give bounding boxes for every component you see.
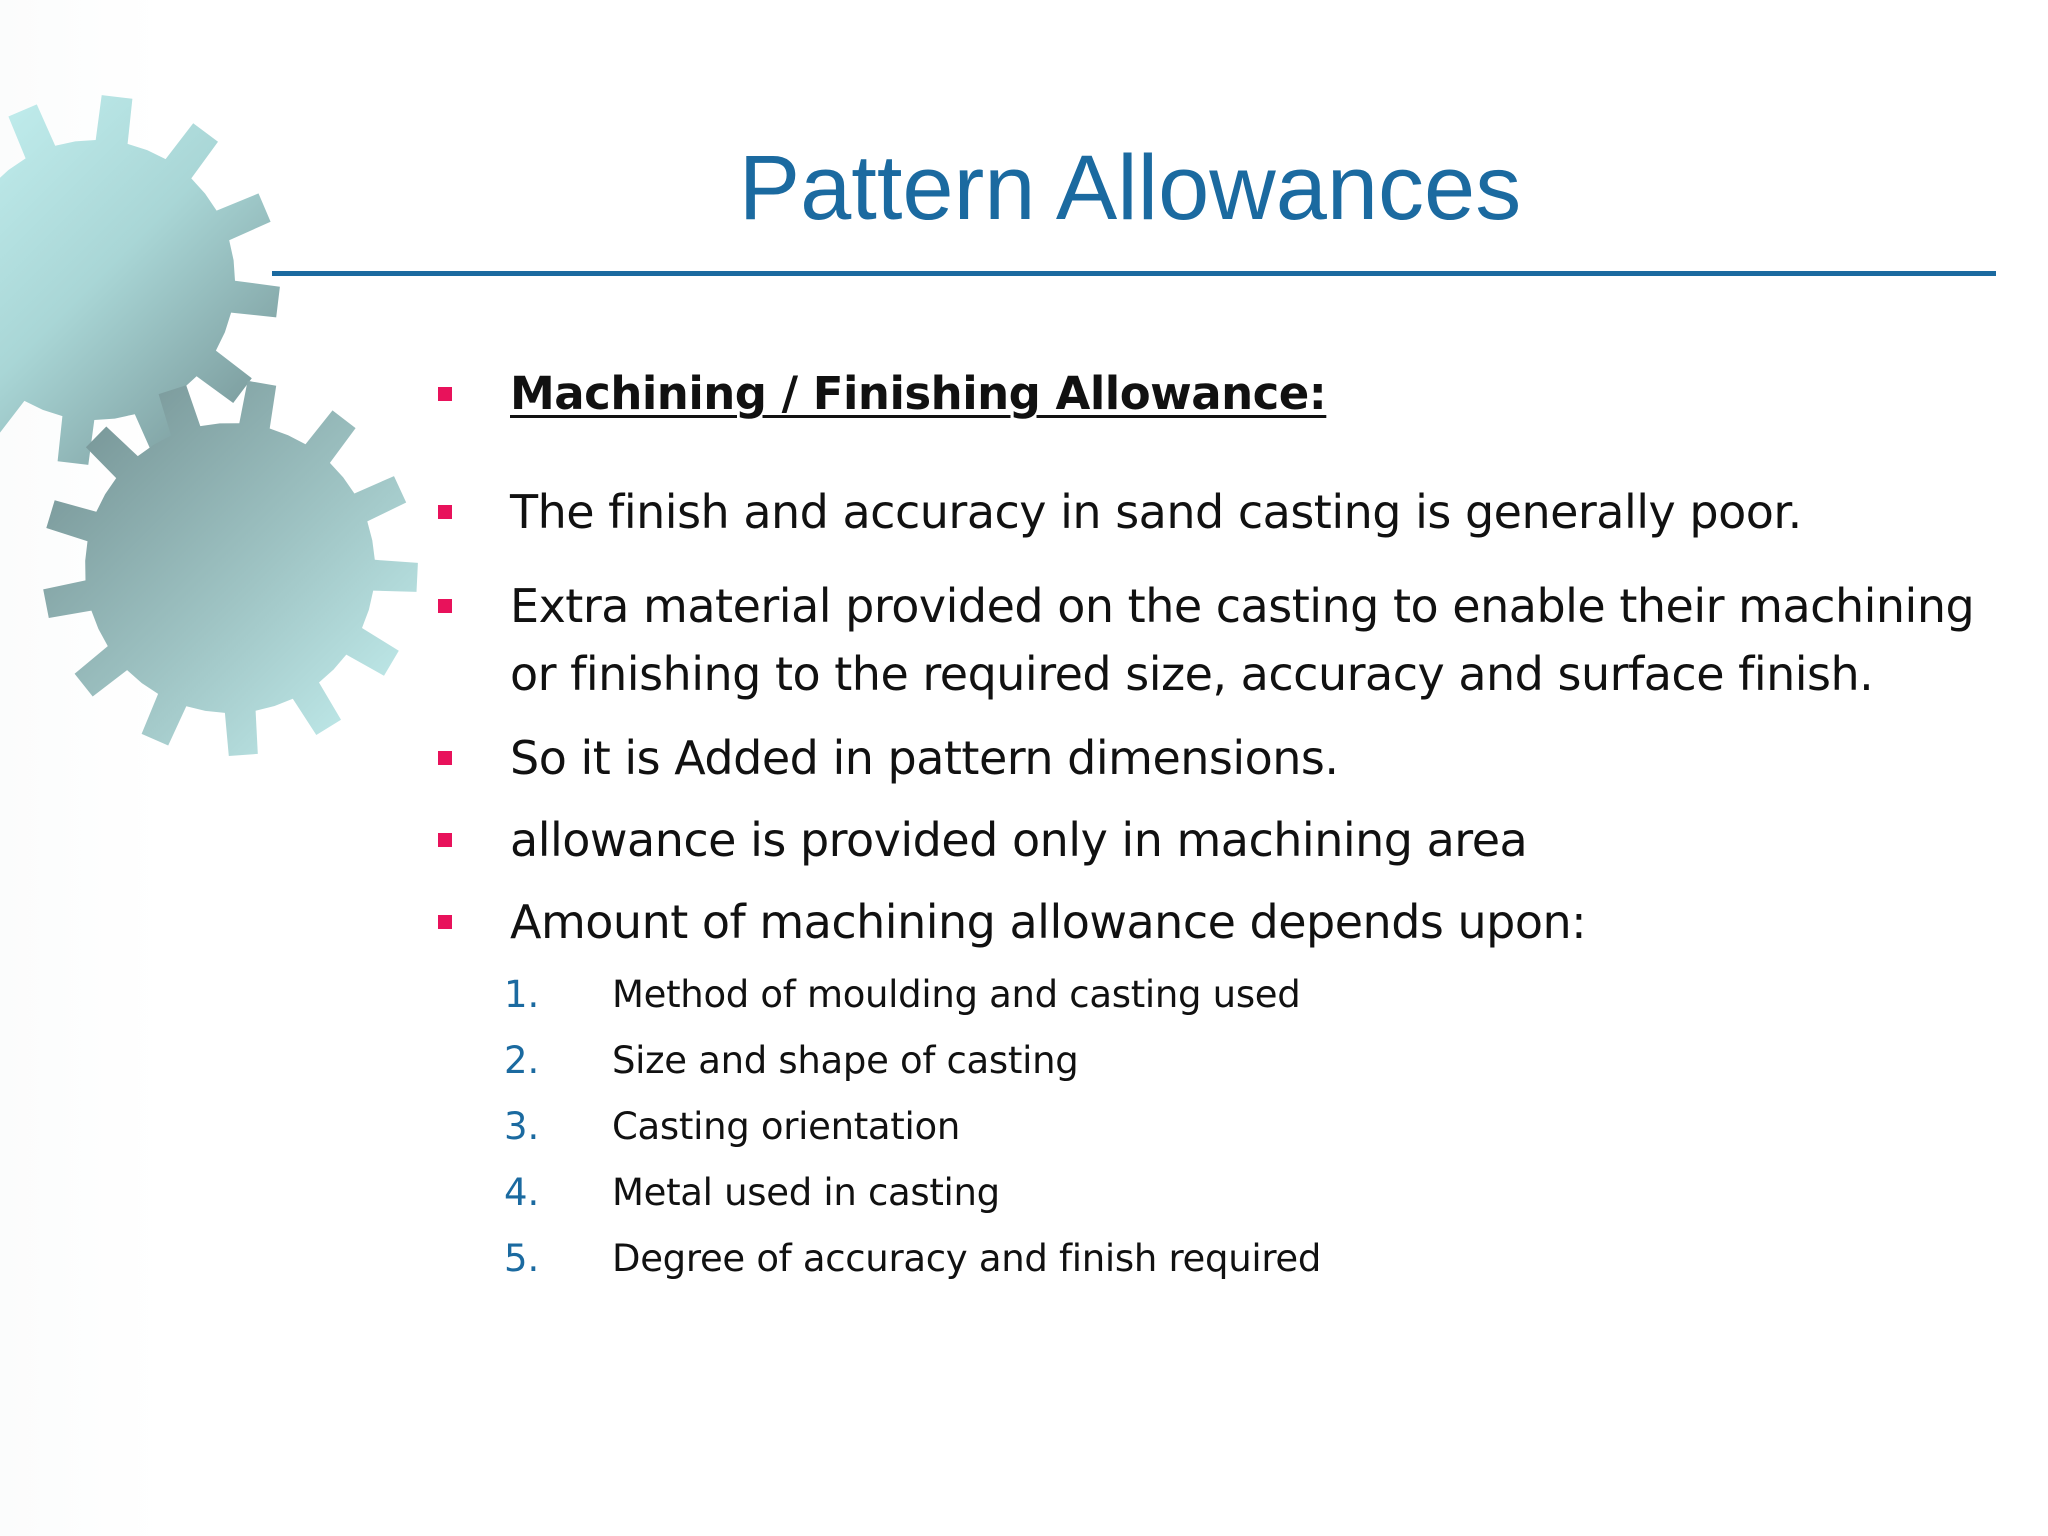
list-number: 3. — [504, 1105, 540, 1148]
title-underline — [272, 271, 1996, 276]
list-number: 1. — [504, 973, 540, 1016]
bullet-text: So it is Added in pattern dimensions. — [510, 731, 1339, 785]
gears-decoration — [0, 0, 440, 780]
list-item-text: Size and shape of casting — [612, 1039, 1079, 1082]
list-item-text: Degree of accuracy and finish required — [612, 1237, 1322, 1280]
list-item-text: Method of moulding and casting used — [612, 973, 1301, 1016]
list-number: 2. — [504, 1039, 540, 1082]
square-bullet-icon — [438, 387, 452, 401]
slide-title: Pattern Allowances — [738, 137, 1522, 239]
list-number: 4. — [504, 1171, 540, 1214]
bullet-text: Amount of machining allowance depends upon: — [510, 895, 1587, 949]
list-item-text: Metal used in casting — [612, 1171, 1000, 1214]
list-number: 5. — [504, 1237, 540, 1280]
bullet-heading-text: Machining / Finishing Allowance: — [510, 367, 1327, 420]
gear-icon — [0, 95, 280, 465]
bullet-text: allowance is provided only in machining area — [510, 813, 1528, 867]
square-bullet-icon — [438, 505, 452, 519]
bullet-text: The finish and accuracy in sand casting is generally poor. — [510, 485, 1802, 539]
gear-icon — [43, 381, 418, 756]
square-bullet-icon — [438, 599, 452, 613]
list-item-text: Casting orientation — [612, 1105, 960, 1148]
square-bullet-icon — [438, 915, 452, 929]
bullet-text: Extra material provided on the casting to enable their machining or finishing to the required size, accuracy and surface finish. — [510, 579, 1975, 701]
square-bullet-icon — [438, 751, 452, 765]
square-bullet-icon — [438, 833, 452, 847]
